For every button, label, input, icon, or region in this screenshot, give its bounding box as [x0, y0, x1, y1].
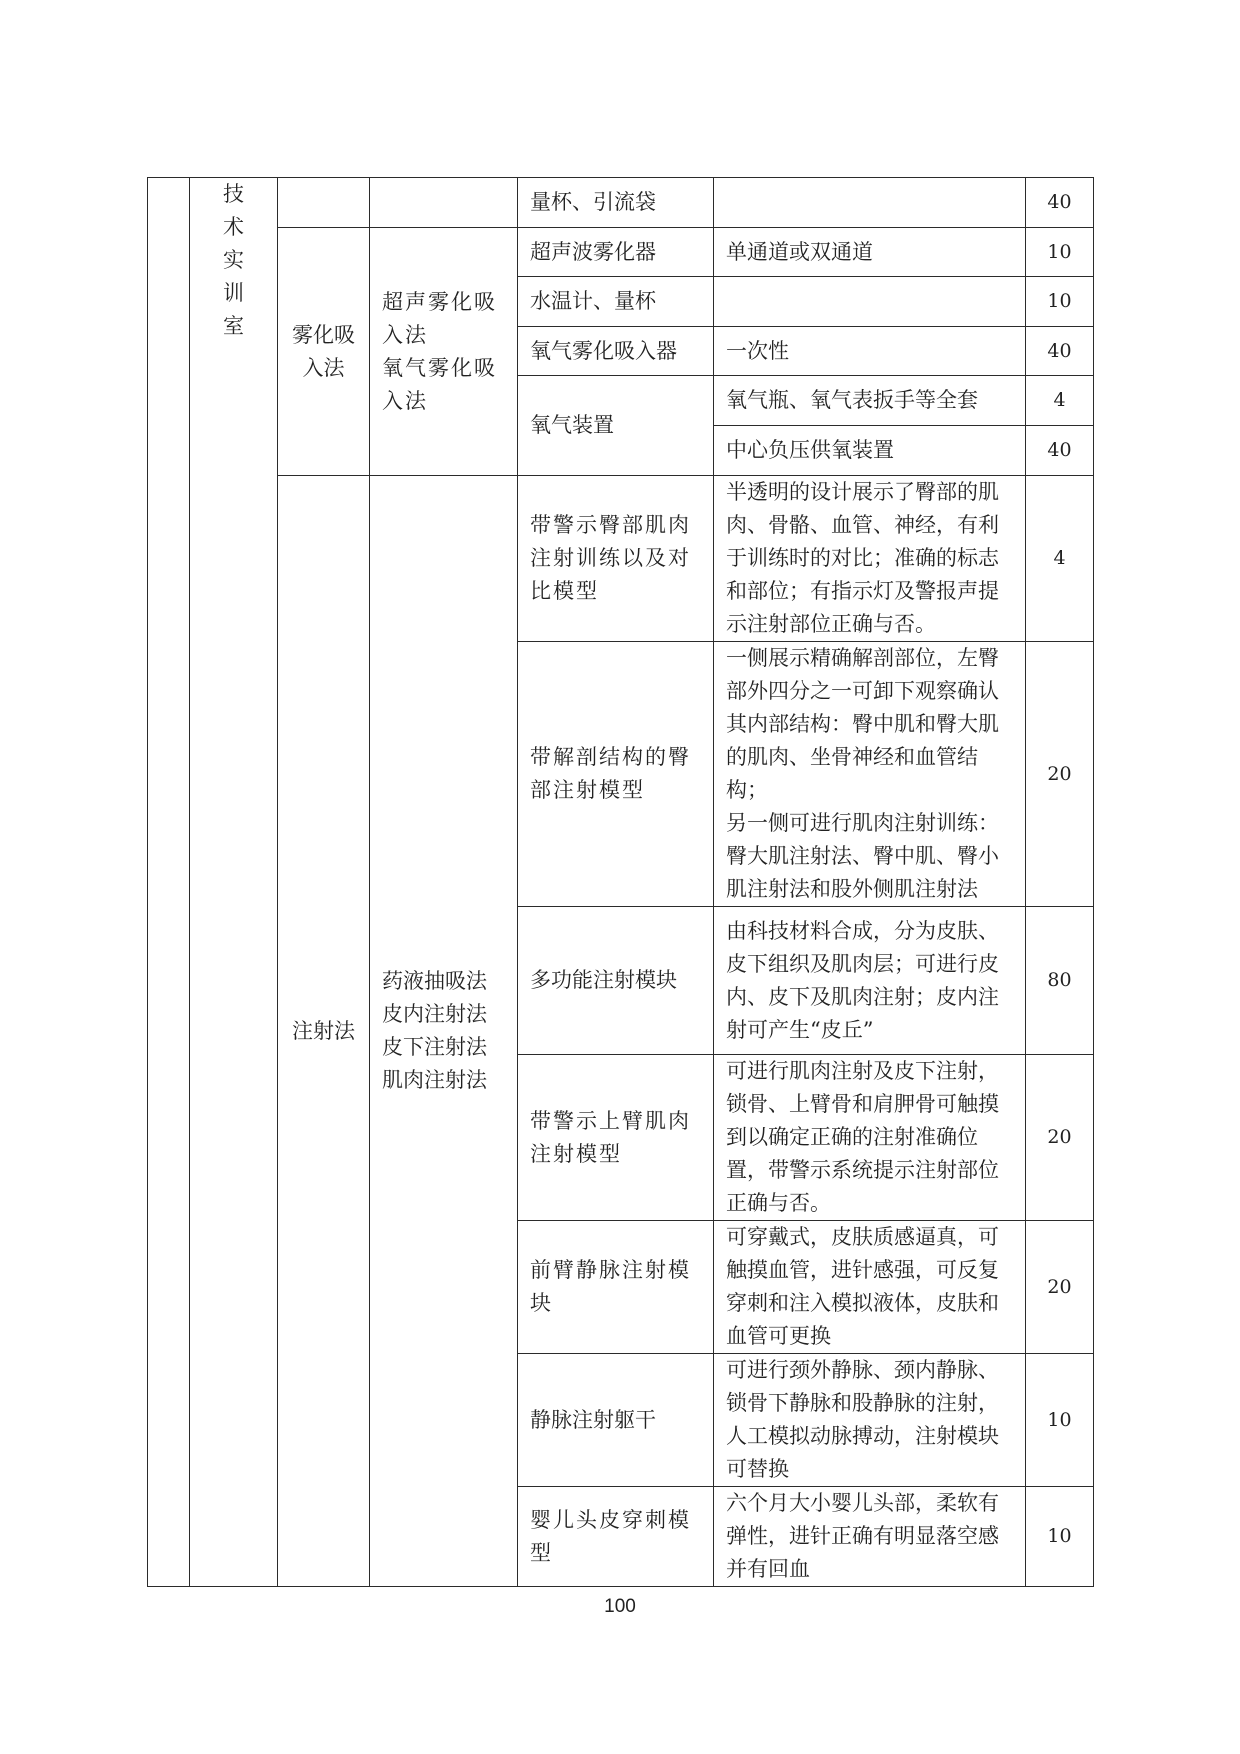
- equipment-name: 婴儿头皮穿刺模 型: [518, 1487, 714, 1587]
- equipment-spec: [714, 277, 1026, 327]
- equipment-name: 带解剖结构的臀 部注射模型: [518, 642, 714, 907]
- blank-column-cell: [148, 178, 190, 1587]
- lab-name-char: 室: [223, 314, 244, 338]
- lab-name-char: 实: [223, 248, 244, 272]
- table-row: [148, 178, 1094, 228]
- equipment-qty: 10: [1026, 228, 1094, 277]
- equipment-name: 前臂静脉注射模 块: [518, 1221, 714, 1354]
- equipment-qty: 20: [1026, 1055, 1094, 1221]
- equipment-name: 氧气雾化吸入器: [518, 327, 714, 376]
- equipment-spec: 一侧展示精确解剖部位，左臀 部外四分之一可卸下观察确认 其内部结构：臀中肌和臀大肌 的肌肉、坐骨神经和血管结构； 另一侧可进行肌肉注射训练： 臀大肌注射法、臀中肌、臀小 肌注射法和股外侧肌注射法: [714, 642, 1026, 907]
- equipment-qty: 20: [1026, 1221, 1094, 1354]
- equipment-spec: 六个月大小婴儿头部，柔软有 弹性，进针正确有明显落空感 并有回血: [714, 1487, 1026, 1587]
- equipment-spec: 中心负压供氧装置: [714, 426, 1026, 476]
- equipment-name: 超声波雾化器: [518, 228, 714, 277]
- equipment-spec: 可穿戴式，皮肤质感逼真，可 触摸血管，进针感强，可反复 穿刺和注入模拟液体，皮肤和 血管可更换: [714, 1221, 1026, 1354]
- equipment-name: 量杯、引流袋: [518, 178, 714, 228]
- equipment-qty: 80: [1026, 907, 1094, 1055]
- equipment-qty: 40: [1026, 327, 1094, 376]
- equipment-table: [147, 177, 1094, 1587]
- table-row: [148, 476, 1094, 642]
- equipment-spec: 一次性: [714, 327, 1026, 376]
- equipment-name: 带警示上臂肌肉 注射模型: [518, 1055, 714, 1221]
- project-cell: [278, 178, 370, 228]
- page-number: 100: [604, 1596, 636, 1617]
- equipment-spec: 氧气瓶、氧气表扳手等全套: [714, 376, 1026, 426]
- project-injection: 注射法: [278, 476, 370, 1587]
- method-nebulization: 超声雾化吸 入法 氧气雾化吸 入法: [370, 228, 518, 476]
- equipment-spec: 单通道或双通道: [714, 228, 1026, 277]
- equipment-qty: 10: [1026, 1487, 1094, 1587]
- table-row: [148, 228, 1094, 277]
- equipment-qty: 4: [1026, 376, 1094, 426]
- equipment-qty: 40: [1026, 178, 1094, 228]
- equipment-name: 带警示臀部肌肉 注射训练以及对 比模型: [518, 476, 714, 642]
- lab-name-char: 训: [223, 281, 244, 305]
- equipment-spec: 可进行肌肉注射及皮下注射， 锁骨、上臂骨和肩胛骨可触摸 到以确定正确的注射准确位 置，带警示系统提示注射部位 正确与否。: [714, 1055, 1026, 1221]
- lab-name-char: 术: [223, 215, 244, 239]
- lab-name-cell: [190, 178, 278, 1587]
- equipment-spec: [714, 178, 1026, 228]
- equipment-qty: 10: [1026, 1354, 1094, 1487]
- equipment-qty: 4: [1026, 476, 1094, 642]
- equipment-spec: 由科技材料合成，分为皮肤、 皮下组织及肌肉层；可进行皮 内、皮下及肌肉注射；皮内注 射可产生“皮丘”: [714, 907, 1026, 1055]
- project-nebulization: 雾化吸 入法: [278, 228, 370, 476]
- equipment-spec: 半透明的设计展示了臀部的肌 肉、骨骼、血管、神经，有利 于训练时的对比；准确的标志 和部位；有指示灯及警报声提 示注射部位正确与否。: [714, 476, 1026, 642]
- equipment-qty: 20: [1026, 642, 1094, 907]
- equipment-name: 多功能注射模块: [518, 907, 714, 1055]
- lab-name-char: 技: [223, 182, 244, 206]
- equipment-name: 水温计、量杯: [518, 277, 714, 327]
- equipment-qty: 40: [1026, 426, 1094, 476]
- method-cell: [370, 178, 518, 228]
- equipment-qty: 10: [1026, 277, 1094, 327]
- equipment-spec: 可进行颈外静脉、颈内静脉、 锁骨下静脉和股静脉的注射， 人工模拟动脉搏动，注射模块 可替换: [714, 1354, 1026, 1487]
- method-injection: 药液抽吸法 皮内注射法 皮下注射法 肌肉注射法: [370, 476, 518, 1587]
- equipment-name: 氧气装置: [518, 376, 714, 476]
- equipment-name: 静脉注射躯干: [518, 1354, 714, 1487]
